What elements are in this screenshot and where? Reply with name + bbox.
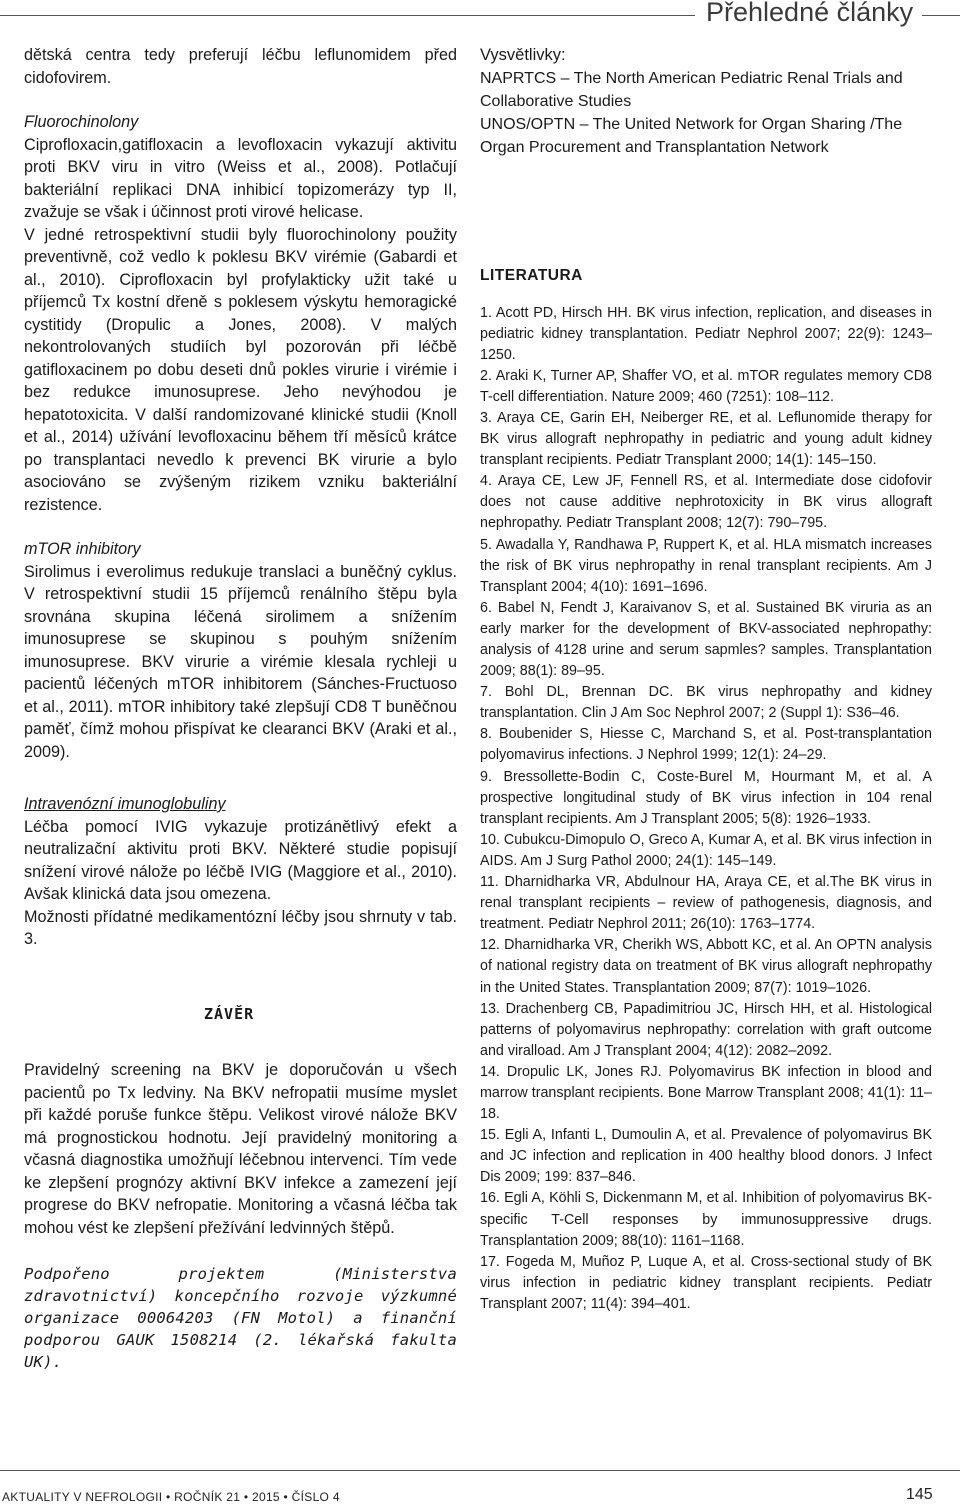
reference-item: 4. Araya CE, Lew JF, Fennell RS, et al. Intermediate dose cidofovir does not cause additive nephrotoxicity in BK virus allograft nephropathy. Pediatr Transplant 2008; 12(7): 790–795.	[480, 473, 932, 532]
reference-item: 15. Egli A, Infanti L, Dumoulin A, et al. Prevalence of polyomavirus BK and JC infection and replication in 400 healthy blood donors. J Infect Dis 2009; 199: 837–846.	[480, 1127, 932, 1186]
reference-item: 1. Acott PD, Hirsch HH. BK virus infection, replication, and diseases in pediatric kidney transplantation. Pediatr Nephrol 2007; 22(9): 1243–1250.	[480, 304, 932, 363]
subheading-mtor: mTOR inhibitory	[24, 540, 141, 558]
section-title: Přehledné články	[706, 0, 914, 27]
footer-journal: AKTUALITY V NEFROLOGII • ROČNÍK 21 • 2015 • ČÍSLO 4	[2, 1490, 340, 1504]
reference-item: 13. Drachenberg CB, Papadimitriou JC, Hirsch HH, et al. Histological patterns of polyomavirus nephropathy: correlation with graft outcome and viralload. Am J Transplant 2004; 4(12): 2082–2092.	[480, 1000, 932, 1059]
funding-note: Podpořeno projektem (Ministerstva zdravotnictví) koncepčního rozvoje výzkumné organizace 00064203 (FN Motol) a finanční podporou GAUK 1508214 (2. lékařská fakulta UK).	[24, 1265, 457, 1371]
header-rule-right	[922, 15, 960, 16]
heading-zaver: ZÁVĚR	[204, 1004, 255, 1023]
reference-item: 16. Egli A, Köhli S, Dickenmann M, et al. Inhibition of polyomavirus BK-specific T-Cell responses by immunosuppressive drugs. Transplantation 2009; 88(10): 1161–1168.	[480, 1190, 932, 1249]
subheading-fluorochinolony: Fluorochinolony	[24, 113, 139, 131]
reference-item: 14. Dropulic LK, Jones RJ. Polyomavirus BK infection in blood and marrow transplant recipients. Bone Marrow Transplant 2008; 41(1): 11–18.	[480, 1063, 932, 1123]
paragraph: Sirolimus i everolimus redukuje translaci a buněčný cyklus. V retrospektivní studii 15 příjemců renálního štěpu byla srovnána skupina léčená sirolimem a snížením imunosuprese se skupinou s pouhým snížením imunosuprese. BKV virurie a virémie klesala rychleji u pacientů léčených mTOR inhibitorem (Sánches-Fructuoso et al., 2011). mTOR inhibitory také zlepšují CD8 T buněčnou paměť, čímž mohou přispívat ke clearanci BKV (Araki et al., 2009).	[24, 562, 457, 761]
subheading-ivig: Intravenózní imunoglobuliny	[24, 795, 226, 813]
right-column	[480, 44, 932, 1315]
header-rule	[0, 15, 695, 16]
reference-item: 8. Boubenider S, Hiesse C, Marchand S, et al. Post-transplantation polyomavirus infections. J Nephrol 1999; 12(1): 24–29.	[480, 726, 932, 764]
reference-item: 17. Fogeda M, Muñoz P, Luque A, et al. Cross-sectional study of BK virus infection in pediatric kidney transplant recipients. Pediatr Transplant 2007; 11(4): 394–401.	[480, 1253, 932, 1312]
reference-item: 3. Araya CE, Garin EH, Neiberger RE, et al. Leflunomide therapy for BK virus allograft nephropathy in pediatric and young adult kidney transplant recipients. Pediatr Transplant 2000; 14(1): 145–150.	[480, 409, 932, 469]
legend-item: UNOS/OPTN – The United Network for Organ Sharing /The Organ Procurement and Transplantation Network	[480, 115, 903, 156]
legend-item: NAPRTCS – The North American Pediatric Renal Trials and Collaborative Studies	[480, 69, 903, 110]
reference-item: 7. Bohl DL, Brennan DC. BK virus nephropathy and kidney transplantation. Clin J Am Soc Nephrol 2007; 2 (Suppl 1): S36–46.	[480, 684, 932, 722]
reference-item: 9. Bressollette-Bodin C, Coste-Burel M, Hourmant M, et al. A prospective longitudinal study of BK virus infection in 104 renal transplant recipients. Am J Transplant 2005; 5(8): 1926–1933.	[480, 768, 932, 827]
reference-item: 10. Cubukcu-Dimopulo O, Greco A, Kumar A, et al. BK virus infection in AIDS. Am J Surg Pathol 2000; 24(1): 145–149.	[480, 831, 932, 869]
reference-item: 11. Dharnidharka VR, Abdulnour HA, Araya CE, et al.The BK virus in renal transplant recipients – review of pathogenesis, diagnosis, and treatment. Pediatr Nephrol 2011; 26(10): 1763–1774.	[480, 874, 932, 933]
paragraph: Možnosti přídatné medikamentózní léčby jsou shrnuty v tab. 3.	[24, 907, 457, 948]
footer-rule	[0, 1470, 960, 1471]
paragraph: Pravidelný screening na BKV je doporučován u všech pacientů po Tx ledviny. Na BKV nefropatii musíme myslet při každé poruše funkce štěpu. Velikost virové nálože BKV má prognostickou hodnotu. Její pravidelný monitoring a včasná diagnostika umožňují léčebnou intervenci. Tím vede ke zlepšení prognózy aktivní BKV infekce a zamezení její progrese do BKV nefropatie. Monitoring a včasná léčba tak mohou vést ke zlepšení přežívání ledvinných štěpů.	[24, 1061, 457, 1237]
left-column	[24, 44, 457, 1373]
page-number: 145	[906, 1486, 933, 1503]
paragraph: V jedné retrospektivní studii byly fluorochinolony použity preventivně, což vedlo k poklesu BKV virémie (Gabardi et al., 2010). Ciprofloxacin byl profylakticky užit také u příjemců Tx kostní dřeně s poklesem výskytu hemoragické cystitidy (Dropulic a Jones, 2008). V malých nekontrolovaných studiích byl pozorován při léčbě gatifloxacinem po dobu deseti dnů pokles virurie i virémie i bez redukce imunosuprese. Jeho nevýhodou je hepatotoxicita. V další randomizované klinické studii (Knoll et al., 2014) užívání levofloxacinu během tří měsíců krátce po transplantaci nevedlo k prevenci BK virurie a bylo asociováno se zvýšeným rizikem vzniku bakteriální rezistence.	[24, 225, 457, 514]
reference-item: 5. Awadalla Y, Randhawa P, Ruppert K, et al. HLA mismatch increases the risk of BK virus nephropathy in renal transplant recipients. Am J Transplant 2004; 4(10): 1691–1696.	[480, 536, 932, 595]
paragraph: dětská centra tedy preferují léčbu leflunomidem před cidofovirem.	[24, 46, 457, 87]
reference-item: 6. Babel N, Fendt J, Karaivanov S, et al. Sustained BK viruria as an early marker for the development of BKV-associated nephropathy: analysis of 4128 urine and serum sapmles? samples. Transplantation 2009; 88(1): 89–95.	[480, 599, 932, 680]
references-list	[480, 303, 932, 1316]
reference-item: 12. Dharnidharka VR, Cherikh WS, Abbott KC, et al. An OPTN analysis of national registry data on treatment of BK virus allograft nephropathy in the United States. Transplantation 2009; 87(7): 1019–1026.	[480, 937, 932, 996]
reference-item: 2. Araki K, Turner AP, Shaffer VO, et al. mTOR regulates memory CD8 T-cell differentiation. Nature 2009; 460 (7251): 108–112.	[480, 367, 932, 405]
paragraph: Léčba pomocí IVIG vykazuje protizánětlivý efekt a neutralizační aktivitu proti BKV. Některé studie popisují snížení virové nálože po léčbě IVIG (Maggiore et al., 2010). Avšak klinická data jsou omezena.	[24, 817, 457, 903]
legend-title: Vysvětlivky:	[480, 46, 566, 64]
references-heading: LITERATURA	[480, 266, 583, 284]
paragraph: Ciprofloxacin,gatifloxacin a levofloxacin vykazují aktivitu proti BKV viru in vitro (Weiss et al., 2008). Potlačují bakteriální replikaci DNA inhibicí topizomerázy typ II, zvažuje se však i účinnost proti virové helicase.	[24, 135, 457, 221]
